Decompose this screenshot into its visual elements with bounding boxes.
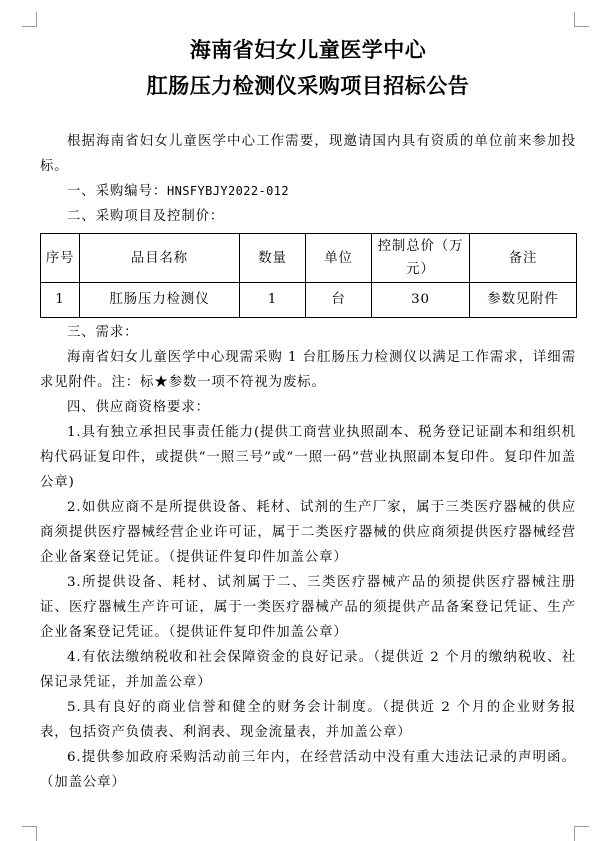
section2-heading: 二、采购项目及控制价： [67,209,225,224]
header-quantity: 数量 [240,234,306,283]
table-row [41,283,577,318]
crop-mark-top-left [22,12,37,27]
qualification-item-1: 1.具有独立承担民事责任能力(提供工商营业执照副本、税务登记证副本和组织机构代码证复印件，或提供“一照三号”或“一照一码”营业执照副本复印件。复印件加盖公章) [40,425,576,490]
crop-mark-top-right [574,12,589,27]
header-no: 序号 [41,234,80,283]
procurement-number-label: 一、采购编号： [67,184,168,199]
document-body [40,30,576,795]
intro-paragraph: 根据海南省妇女儿童医学中心工作需要，现邀请国内具有资质的单位前来参加投标。 [40,134,576,174]
document-title-line1: 海南省妇女儿童医学中心 [189,38,427,62]
document-title-line2: 肛肠压力检测仪采购项目招标公告 [146,74,470,98]
cell-no: 1 [41,283,80,318]
qualification-item-4: 4.有依法缴纳税收和社会保障资金的良好记录。（提供近 2 个月的缴纳税收、社保记录凭证，并加盖公章） [40,650,576,690]
procurement-number-line [40,179,576,204]
cell-unit: 台 [306,283,372,318]
cell-control-price: 30 [372,283,470,318]
section4-heading: 四、供应商资格要求： [67,400,210,415]
qualification-item-3: 3.所提供设备、耗材、试剂属于二、三类医疗器械产品的须提供医疗器械注册证、医疗器械生产许可证，属于一类医疗器械产品的须提供产品备案登记凭证、生产企业备案登记凭证。（提供证件复印件加盖公章） [40,575,576,640]
header-unit: 单位 [306,234,372,283]
qualification-list [40,420,576,795]
cell-note: 参数见附件 [470,283,577,318]
header-note: 备注 [470,234,577,283]
qualification-item-5: 5.具有良好的商业信誉和健全的财务会计制度。（提供近 2 个月的企业财务报表，包括资产负债表、利润表、现金流量表，并加盖公章） [40,700,576,740]
cell-item-name: 肛肠压力检测仪 [80,283,240,318]
section3-text: 海南省妇女儿童医学中心现需采购 1 台肛肠压力检测仪以满足工作需求，详细需求见附件。注：标★参数一项不符视为废标。 [40,350,576,390]
qualification-item-2: 2.如供应商不是所提供设备、耗材、试剂的生产厂家，属于三类医疗器械的供应商须提供医疗器械经营企业许可证，属于二类医疗器械的供应商须提供医疗器械经营企业备案登记凭证。（提供证件复印件加盖公章） [40,500,576,565]
section3-heading: 三、需求： [67,325,139,340]
procurement-number-value: HNSFYBJY2022-012 [167,184,290,198]
crop-mark-bottom-right [574,826,589,841]
crop-mark-bottom-left [22,826,37,841]
procurement-items-table [40,233,577,318]
qualification-item-6: 6.提供参加政府采购活动前三年内，在经营活动中没有重大违法记录的声明函。（加盖公章） [40,750,576,790]
cell-quantity: 1 [240,283,306,318]
header-control-price: 控制总价（万元） [372,234,470,283]
header-item-name: 品目名称 [80,234,240,283]
table-header-row [41,234,577,283]
